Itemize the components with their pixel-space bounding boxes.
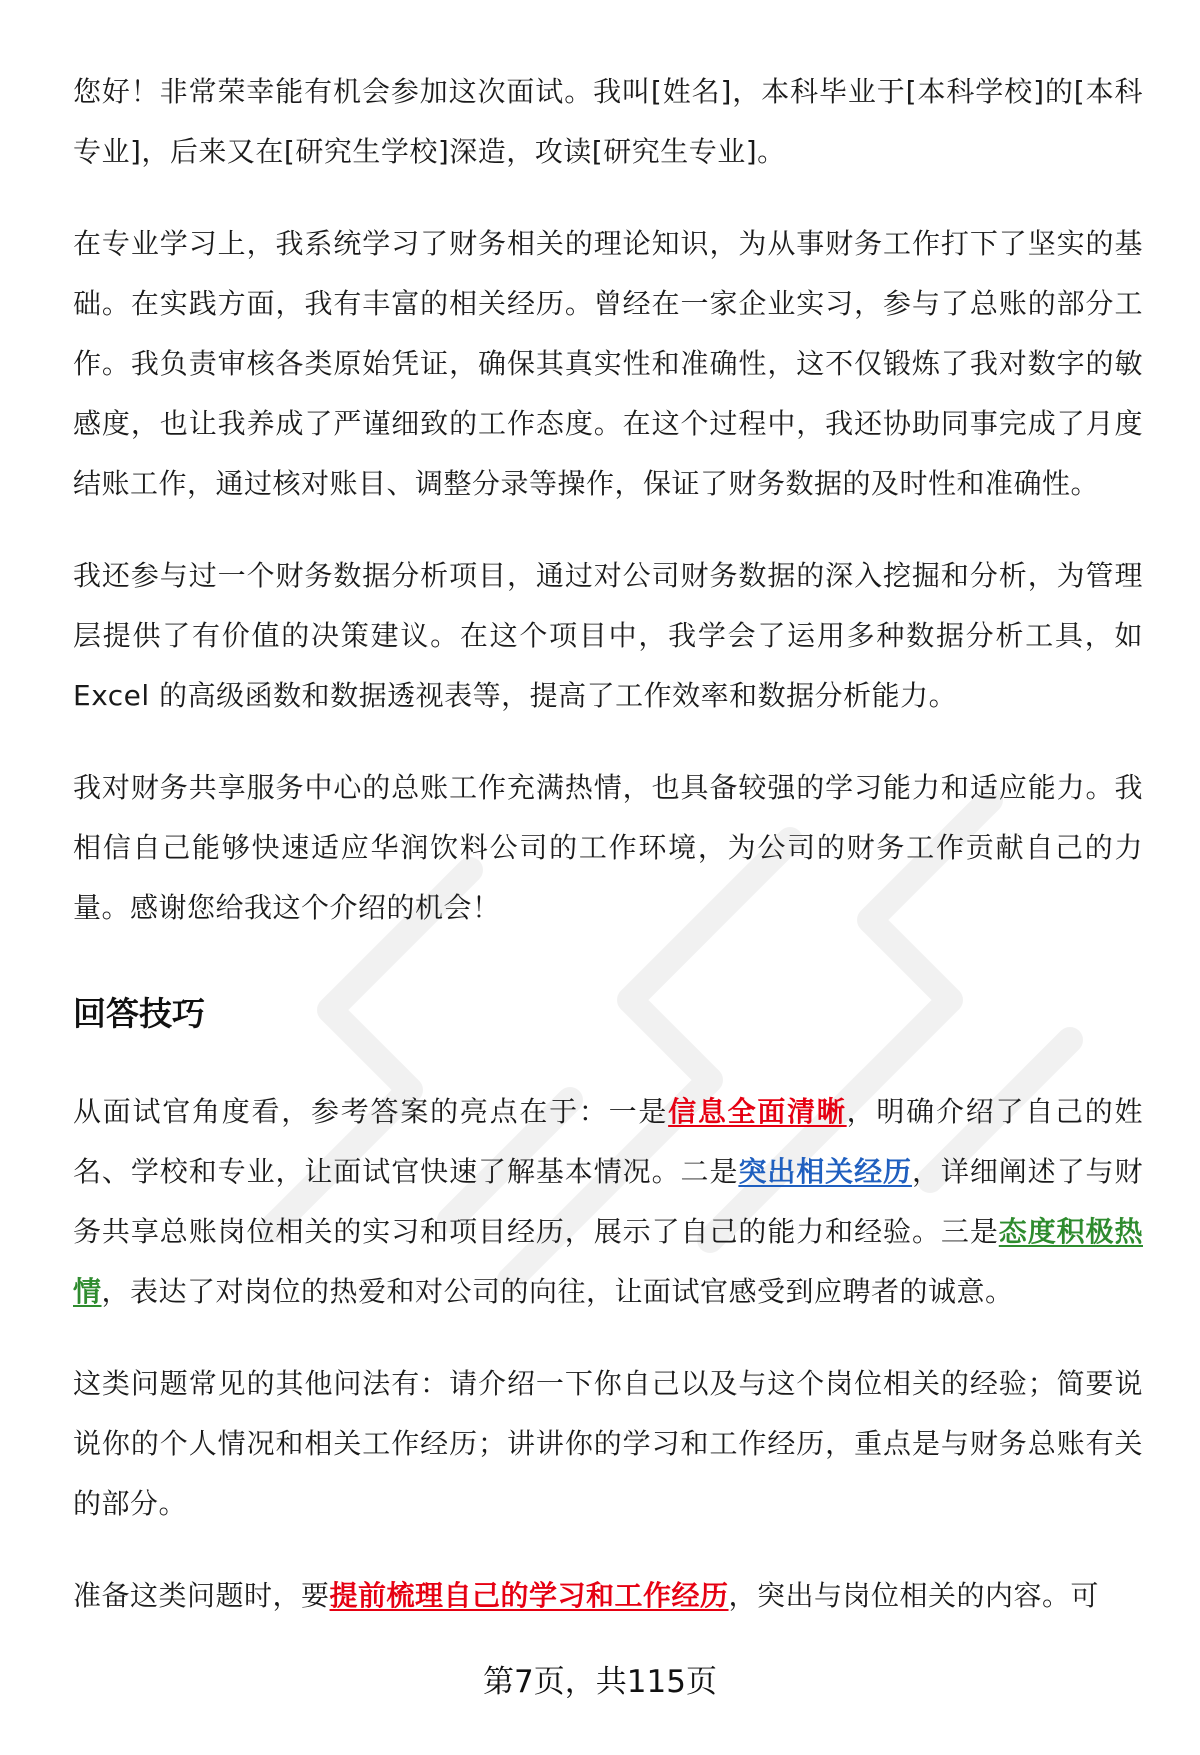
text-segment: 从面试官角度看，参考答案的亮点在于：一是 xyxy=(73,1095,669,1128)
tips-paragraph-preparation xyxy=(73,1566,1143,1626)
closing-paragraph: 我对财务共享服务中心的总账工作充满热情，也具备较强的学习能力和适应能力。我相信自己能够快速适应华润饮料公司的工作环境，为公司的财务工作贡献自己的力量。感谢您给我这个介绍的机会！ xyxy=(73,771,1143,924)
section-heading: 回答技巧 xyxy=(73,994,205,1033)
highlight-green: 态度积极热情 xyxy=(73,1215,1143,1308)
text-segment: ，表达了对岗位的热爱和对公司的向往，让面试官感受到应聘者的诚意。 xyxy=(101,1275,1014,1308)
text-segment: ，明确介绍了自己的姓名、学校和专业，让面试官快速了解基本情况。二是 xyxy=(73,1095,1143,1188)
tips-paragraph-highlights xyxy=(73,1082,1143,1322)
project-paragraph: 我还参与过一个财务数据分析项目，通过对公司财务数据的深入挖掘和分析，为管理层提供了有价值的决策建议。在这个项目中，我学会了运用多种数据分析工具，如 Excel 的高级函数和数据透视表等，提高了工作效率和数据分析能力。 xyxy=(73,559,1143,712)
highlight-red: 信息全面清晰 xyxy=(668,1095,847,1128)
highlight-red: 提前梳理自己的学习和工作经历 xyxy=(329,1579,729,1612)
text-segment: ，详细阐述了与财务共享总账岗位相关的实习和项目经历，展示了自己的能力和经验。三是 xyxy=(73,1155,1143,1248)
experience-paragraph: 在专业学习上，我系统学习了财务相关的理论知识，为从事财务工作打下了坚实的基础。在实践方面，我有丰富的相关经历。曾经在一家企业实习，参与了总账的部分工作。我负责审核各类原始凭证，确保其真实性和准确性，这不仅锻炼了我对数字的敏感度，也让我养成了严谨细致的工作态度。在这个过程中，我还协助同事完成了月度结账工作，通过核对账目、调整分录等操作，保证了财务数据的及时性和准确性。 xyxy=(73,227,1143,500)
intro-paragraph: 您好！非常荣幸能有机会参加这次面试。我叫[姓名]，本科毕业于[本科学校]的[本科专业]，后来又在[研究生学校]深造，攻读[研究生专业]。 xyxy=(73,75,1143,168)
highlight-blue: 突出相关经历 xyxy=(738,1155,912,1188)
tips-paragraph-variants: 这类问题常见的其他问法有：请介绍一下你自己以及与这个岗位相关的经验；简要说说你的个人情况和相关工作经历；讲讲你的学习和工作经历，重点是与财务总账有关的部分。 xyxy=(73,1367,1143,1520)
page-indicator: 第7页，共115页 xyxy=(483,1664,717,1700)
document-page xyxy=(73,62,1143,1658)
text-segment: ，突出与岗位相关的内容。可 xyxy=(728,1579,1100,1612)
text-segment: 准备这类问题时，要 xyxy=(73,1579,330,1612)
